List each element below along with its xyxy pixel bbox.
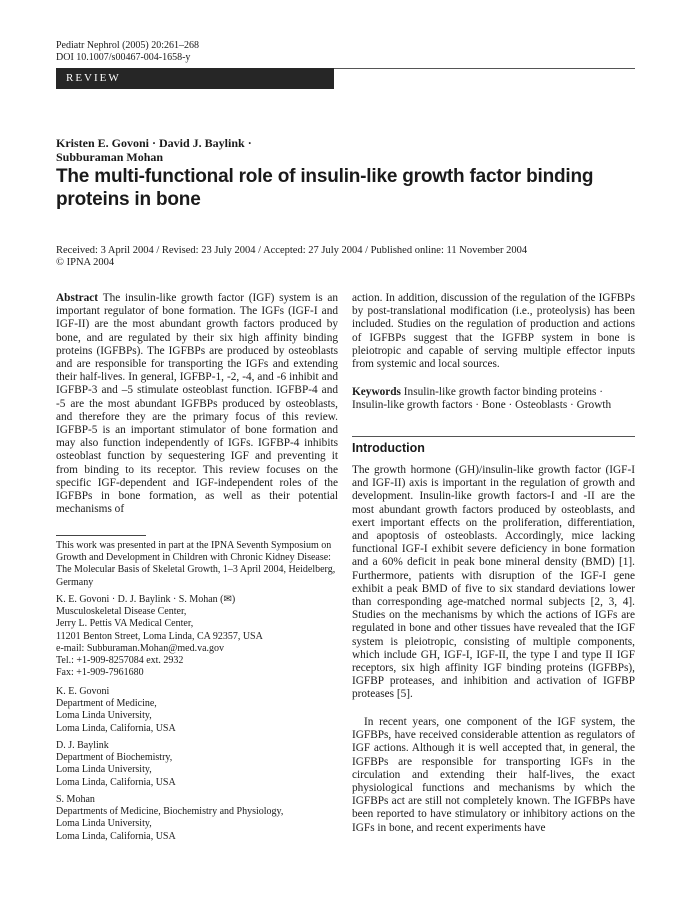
abstract-heading: Abstract <box>56 292 99 304</box>
authors-line-2: Subburaman Mohan <box>56 150 164 164</box>
dates-line: Received: 3 April 2004 / Revised: 23 July 2004 / Accepted: 27 July 2004 / Published online: 11 November 2004 <box>56 245 528 256</box>
affiliation-line: Loma Linda, California, USA <box>56 830 176 842</box>
affiliation-line: Departments of Medicine, Biochemistry and Physiology, <box>56 806 284 818</box>
corresponding-affiliation <box>56 594 346 679</box>
affiliation-mohan <box>56 794 346 843</box>
affiliation-govoni <box>56 686 346 735</box>
keywords-heading: Keywords <box>352 386 401 398</box>
footnote-rule <box>56 535 146 536</box>
email-line[interactable]: e-mail: Subburaman.Mohan@med.va.gov <box>56 642 225 654</box>
abstract-text-right: action. In addition, discussion of the regulation of the IGFBPs by post-translational modification (i.e., proteolysis) has been included. Studies on the regulation of production and actions of IGFBPs suggest that the IGFBP system in bone is pleiotropic and capable of serving multiple effector inputs from systemic and local sources. <box>352 292 635 371</box>
introduction-rule <box>352 436 635 437</box>
affiliation-line: Loma Linda University, <box>56 710 152 722</box>
affiliation-line: Jerry L. Pettis VA Medical Center, <box>56 618 194 630</box>
authors-line-1: Kristen E. Govoni · David J. Baylink · <box>56 136 252 150</box>
keywords-text: Insulin-like growth factor binding proteins · Insulin-like growth factors · Bone · Osteoblasts · Growth <box>352 386 612 412</box>
fax-line: Fax: +1-909-7961680 <box>56 667 144 679</box>
affiliation-baylink <box>56 740 346 789</box>
journal-header <box>56 40 199 64</box>
author-list <box>56 136 252 164</box>
introduction-heading: Introduction <box>352 441 425 455</box>
affiliation-line: Musculoskeletal Disease Center, <box>56 606 187 618</box>
introduction-paragraph-2 <box>352 716 635 835</box>
section-label: REVIEW <box>66 72 121 84</box>
affiliation-line: Loma Linda University, <box>56 764 152 776</box>
affiliation-name: D. J. Baylink <box>56 740 109 751</box>
affiliation-line: Loma Linda, California, USA <box>56 776 176 788</box>
copyright-line: © IPNA 2004 <box>56 257 115 268</box>
corresponding-names: K. E. Govoni · D. J. Baylink · S. Mohan (✉) <box>56 594 236 605</box>
affiliation-line: Department of Medicine, <box>56 698 157 710</box>
publication-dates <box>56 245 646 269</box>
introduction-paragraph-1 <box>352 464 635 702</box>
phone-line: Tel.: +1-909-8257084 ext. 2932 <box>56 655 184 667</box>
abstract-text-left: The insulin-like growth factor (IGF) system is an important regulator of bone formation. The IGFs (IGF-I and IGF-II) are the most abundant growth factors produced by bone, and are regulated by their six high affinity binding proteins (IGFBPs). The IGFBPs are produced by osteoblasts and are responsible for transporting the IGFs and extending their half-lives. In general, IGFBP-1, -2, -4, and -6 inhibit and IGFBP-3 and –5 stimulate osteoblast function. IGFBP-4 and -5 are the most abundant IGFBPs produced by osteoblasts, and therefore they are the primary focus of this review. IGFBP-5 is an important stimulator of bone formation and may also function independently of IGFs. IGFBP-4 inhibits osteoblast function by sequestering IGF and preventing it from binding to its receptor. This review focuses on the specific IGF-dependent and IGF-independent roles of the IGFBPs in bone formation, as well as their potential mechanisms of <box>56 292 338 516</box>
affiliation-line: Department of Biochemistry, <box>56 752 173 764</box>
intro-p1-text: The growth hormone (GH)/insulin-like growth factor (IGF-I and IGF-II) axis is important in the regulation of growth and development. Insulin-like growth factors-I and -II are the most abundant growth factors produced by osteoblasts, and exert important effects on the proliferation, differentiation, and apoptosis of osteoblasts. Accordingly, mice lacking functional IGF-I exhibit severe deficiency in bone formation and a 60% deficit in peak bone mineral density (BMD) [1]. Furthermore, patients with disruption of the IGF-I gene exhibit a peak BMD of five to six standard deviations lower than corresponding age-matched normal subjects [2, 3, 4]. Studies on the mechanisms by which the actions of IGFs are regulated in bone and other tissues have revealed that the IGF system is pleiotropic, consisting of multiple components, which include GH, IGF-I, IGF-II, the type I and type II IGF receptors, six high affinity IGF binding proteins (IGFBPs), IGFBP proteases, and inhibition and activation of IGFBP proteases [5]. <box>352 464 635 701</box>
abstract-right <box>352 292 635 371</box>
presentation-note: This work was presented in part at the IPNA Seventh Symposium on Growth and Development in Children with Chronic Kidney Disease: The Molecular Basis of Skeletal Growth, 1–3 April 2004, Heidelberg, Germany <box>56 540 336 588</box>
affiliation-name: K. E. Govoni <box>56 686 110 697</box>
section-banner <box>56 68 334 89</box>
affiliation-line: Loma Linda University, <box>56 818 152 830</box>
journal-citation: Pediatr Nephrol (2005) 20:261–268 <box>56 40 200 51</box>
affiliation-name: S. Mohan <box>56 794 95 805</box>
article-title: The multi-functional role of insulin-like growth factor binding proteins in bone <box>56 166 594 210</box>
abstract-left <box>56 292 338 516</box>
keywords <box>352 386 635 412</box>
header-rule <box>334 68 635 69</box>
affiliation-line: Loma Linda, California, USA <box>56 722 176 734</box>
journal-doi: DOI 10.1007/s00467-004-1658-y <box>56 52 191 63</box>
intro-p2-text: In recent years, one component of the IGF system, the IGFBPs, have received considerable attention as regulators of IGF actions. Although it is well accepted that, in general, the IGFBPs are responsible for transporting IGFs in the circulation and extending their half-lives, the exact physiological functions and mechanisms by which the IGFBPs act are still not completely known. The IGFBPs have been reported to have stimulatory or inhibitory actions on the IGFs in bone, and recent experiments have <box>352 716 635 834</box>
affiliation-line: 11201 Benton Street, Loma Linda, CA 92357, USA <box>56 630 263 642</box>
